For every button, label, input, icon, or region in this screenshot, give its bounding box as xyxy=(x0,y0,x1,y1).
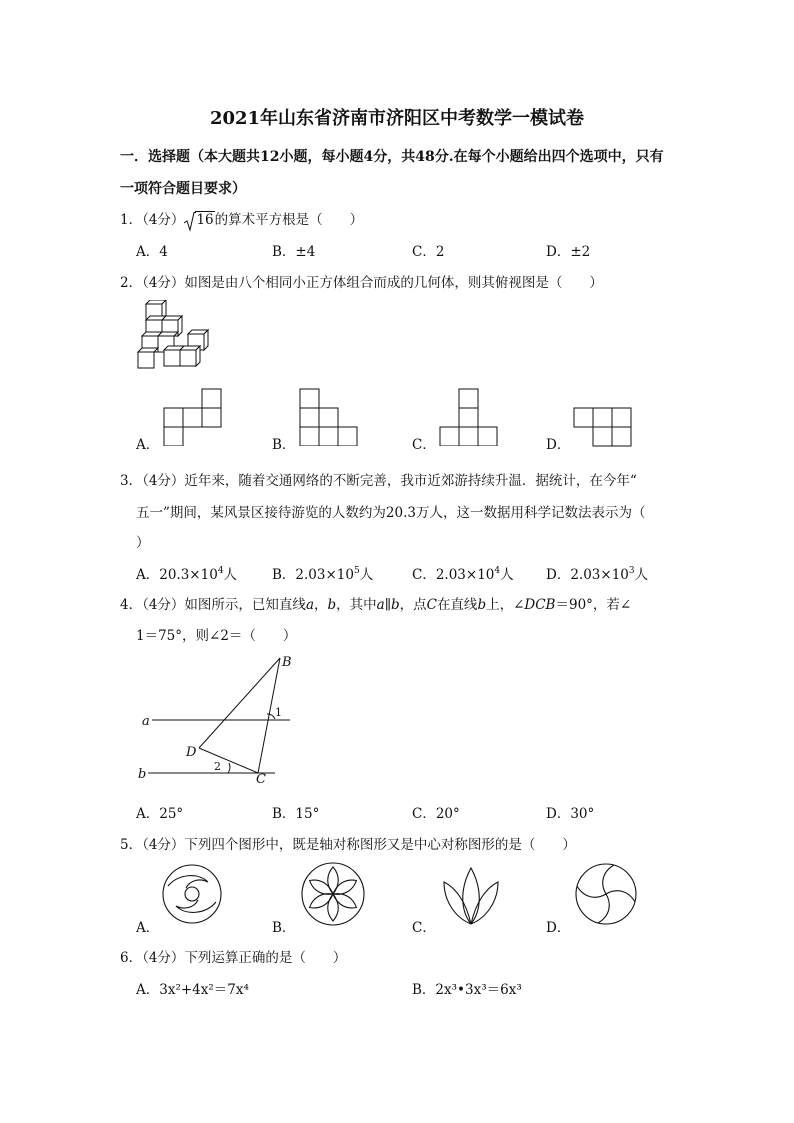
q5-option-a-swirl-icon xyxy=(160,862,224,926)
question-5-text: 5．（4分）下列四个图形中，既是轴对称图形又是中心对称图形的是（ ） xyxy=(120,837,576,853)
point-c-label: C xyxy=(256,772,266,787)
question-1-text: 的算术平方根是（ ） xyxy=(214,212,364,228)
point-d-label: D xyxy=(186,745,197,760)
q1-option-c[interactable]: C．2 xyxy=(412,244,445,260)
q4-option-a[interactable]: A．25° xyxy=(136,806,184,822)
section-heading-line1: 一．选择题（本大题共12小题，每小题4分，共48分.在每个小题给出四个选项中，只有 xyxy=(120,149,664,165)
q3-option-a[interactable]: A．$20.3\times 10^4$人 xyxy=(136,566,238,583)
parallel-lines-figure xyxy=(130,648,305,788)
line-a-label: a xyxy=(142,714,150,729)
radicand: 16 xyxy=(196,212,214,228)
question-3-line2: 五一”期间，某风景区接待游览的人数约为20.3万人，这一数据用科学记数法表示为（ xyxy=(136,505,646,521)
q5-option-b-flower-icon xyxy=(300,861,366,927)
point-b-label: B xyxy=(282,655,292,670)
q2-option-a-label[interactable]: A． xyxy=(136,437,160,453)
q4-option-b[interactable]: B．15° xyxy=(272,806,320,822)
q3-option-d[interactable]: D．$2.03\times 10^3$人 xyxy=(546,566,649,583)
question-4-line1: 4．（4分）如图所示，已知直线a，b，其中a∥b，点C在直线b上，∠DCB＝90°，若∠ xyxy=(120,597,632,613)
q5-option-c-lotus-icon xyxy=(438,860,504,928)
q3-option-b[interactable]: B．$2.03\times 10^5$人 xyxy=(272,566,374,583)
q6-option-b[interactable]: B．2x³•3x³＝6x³ xyxy=(412,982,522,998)
q5-option-b-label[interactable]: B． xyxy=(272,920,296,936)
question-1-prefix: 1．（4分） xyxy=(120,212,185,228)
q2-option-b-grid-icon xyxy=(298,388,360,446)
line-b-label: b xyxy=(138,767,147,782)
q5-option-d-pinwheel-icon xyxy=(574,862,638,926)
q6-option-a[interactable]: A．3x²+4x²＝7x⁴ xyxy=(136,982,249,998)
q1-option-d[interactable]: D．±2 xyxy=(546,244,591,260)
q3-option-c[interactable]: C．$2.03\times 10^4$人 xyxy=(412,566,514,583)
question-6-text: 6．（4分）下列运算正确的是（ ） xyxy=(120,950,347,966)
q2-option-a-grid-icon xyxy=(162,388,224,446)
exam-title: 2021年山东省济南市济阳区中考数学一模试卷 xyxy=(209,108,585,129)
q5-option-d-label[interactable]: D． xyxy=(546,920,571,936)
q2-option-c-label[interactable]: C． xyxy=(412,437,436,453)
q5-option-c-label[interactable]: C． xyxy=(412,920,436,936)
angle-1-label: 1 xyxy=(275,706,282,719)
q2-option-b-label[interactable]: B． xyxy=(272,437,296,453)
q1-option-b[interactable]: B．±4 xyxy=(272,244,316,260)
q2-option-d-grid-icon xyxy=(572,407,634,447)
q1-option-a[interactable]: A．4 xyxy=(136,244,168,260)
section-heading-line2: 一项符合题目要求） xyxy=(120,181,246,197)
q2-option-c-grid-icon xyxy=(438,388,500,446)
question-3-line1: 3．（4分）近年来，随着交通网络的不断完善，我市近郊游持续升温．据统计，在今年“ xyxy=(120,473,637,489)
question-2-text: 2．（4分）如图是由八个相同小正方体组合而成的几何体，则其俯视图是（ ） xyxy=(120,275,603,291)
cube-stack-figure xyxy=(136,300,216,372)
square-root-symbol xyxy=(186,212,214,228)
q4-option-c[interactable]: C．20° xyxy=(412,806,460,822)
question-3-line3: ） xyxy=(136,535,150,551)
q2-option-d-label[interactable]: D． xyxy=(546,437,571,453)
q4-option-d[interactable]: D．30° xyxy=(546,806,595,822)
question-1 xyxy=(120,208,363,228)
q5-option-a-label[interactable]: A． xyxy=(136,920,160,936)
question-4-line2: 1＝75°，则∠2＝（ ） xyxy=(136,628,297,644)
angle-2-label: 2 xyxy=(214,760,221,773)
